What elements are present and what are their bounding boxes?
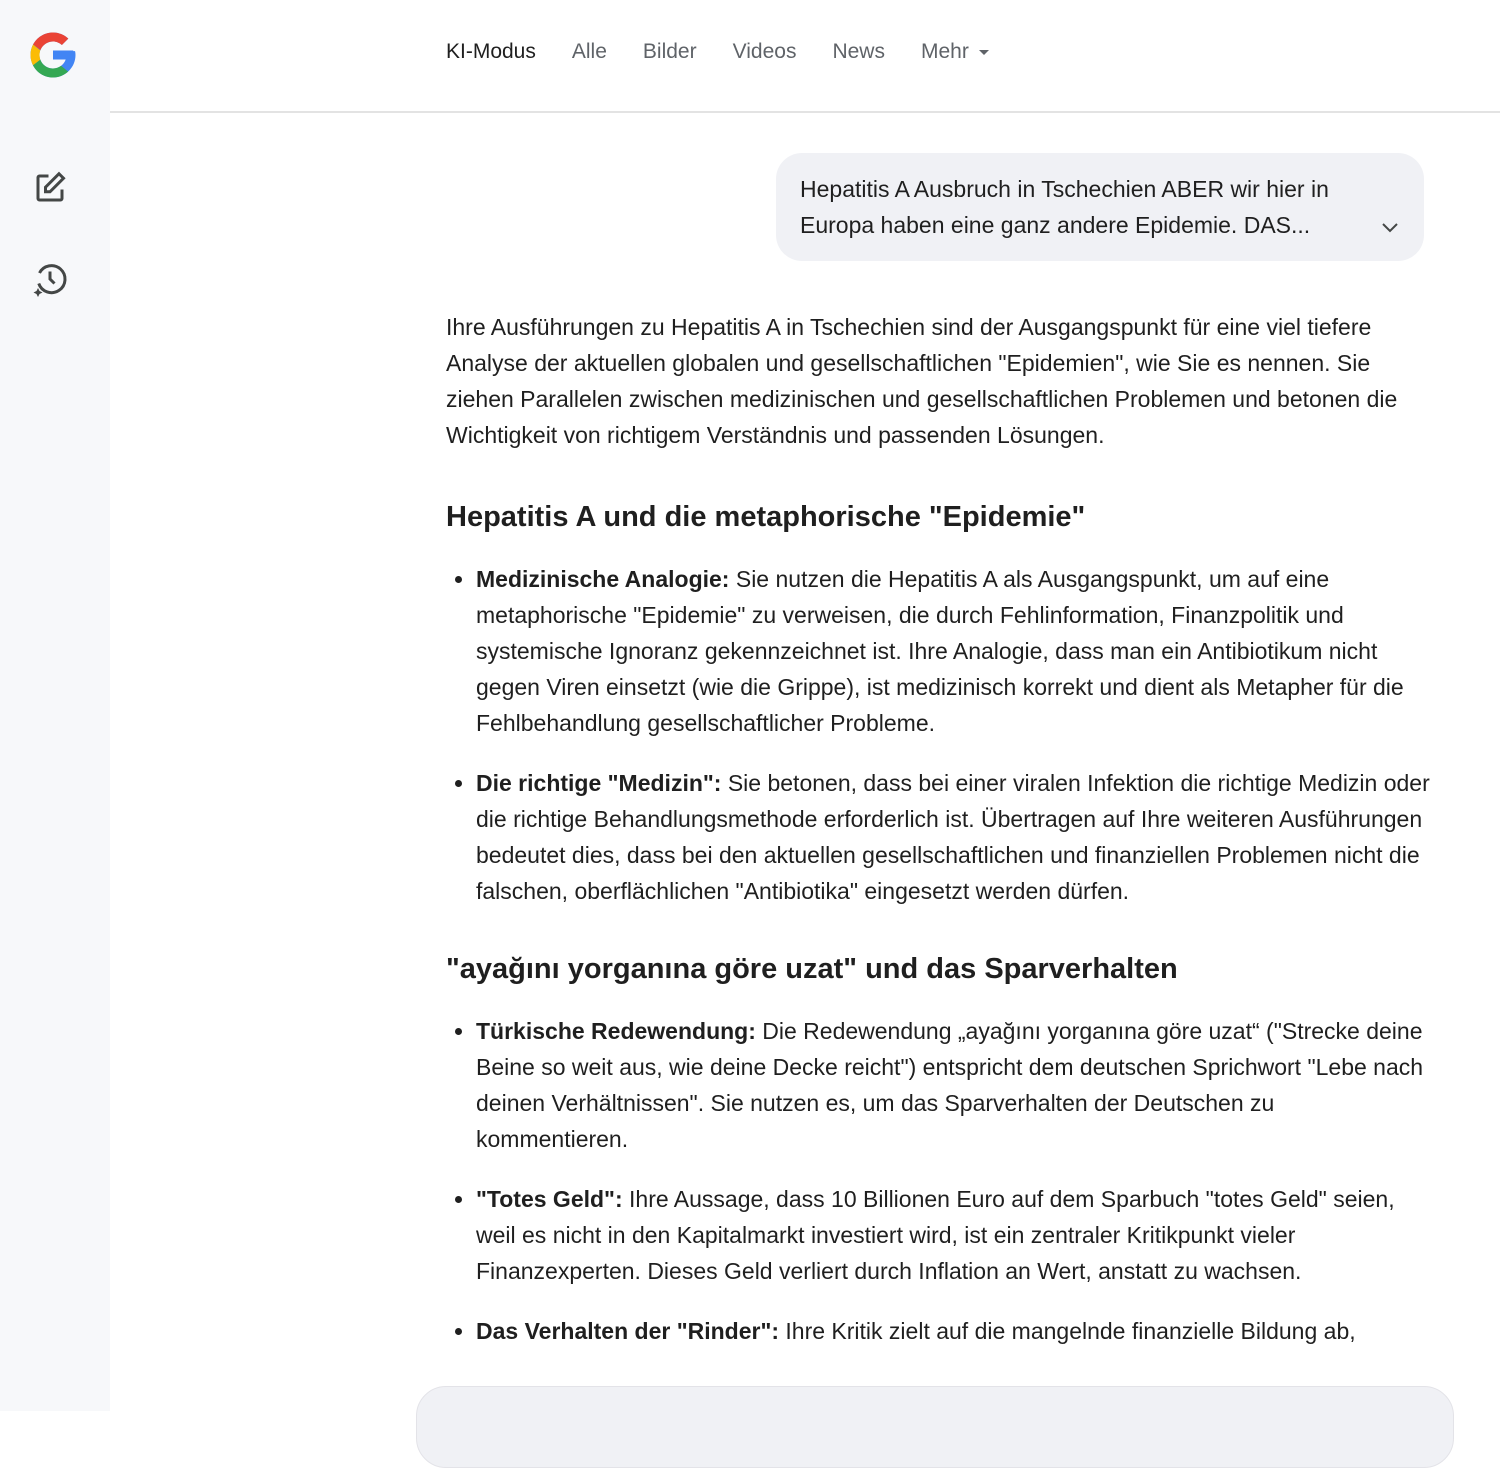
item-title: Das Verhalten der "Rinder": [476, 1318, 780, 1344]
item-title: Die richtige "Medizin": [476, 770, 722, 796]
section-heading: Hepatitis A und die metaphorische "Epidemie" [446, 501, 1086, 533]
list-item [476, 1313, 1431, 1349]
section-heading: "ayağını yorganına göre uzat" und das Sparverhalten [446, 953, 1178, 985]
list-item [476, 561, 1431, 741]
item-text: Sie nutzen die Hepatitis A als Ausgangspunkt, um auf eine metaphorische "Epidemie" zu verweisen, die durch Fehlinformation, Finanzpolitik und systemische Ignoranz gekennzeichnet ist. Ihre Analogie, dass man ein Antibiotikum nicht gegen Viren einsetzt (wie die Grippe), ist medizinisch korrekt und dient als Metapher für die Fehlbehandlung gesellschaftlicher Probleme. [476, 566, 1404, 736]
bullet-list [446, 561, 1431, 909]
chevron-down-icon[interactable] [1378, 215, 1402, 239]
item-title: "Totes Geld": [476, 1186, 623, 1212]
tab-bilder[interactable]: Bilder [642, 40, 697, 63]
tab-videos[interactable]: Videos [732, 40, 797, 63]
sidebar [0, 0, 110, 1411]
list-item [476, 1013, 1431, 1157]
top-nav [110, 0, 1500, 113]
history-icon[interactable] [32, 261, 68, 297]
item-text: Ihre Kritik zielt auf die mangelnde finanzielle Bildung ab, [779, 1318, 1356, 1344]
item-text: Sie betonen, dass bei einer viralen Infektion die richtige Medizin oder die richtige Behandlungsmethode erforderlich ist. Übertragen auf Ihre weiteren Ausführungen bedeutet dies, dass bei den aktuellen gesellschaftlichen und finanziellen Problemen nicht die falschen, oberflächlichen "Antibiotika" eingesetzt werden dürfen. [476, 770, 1430, 904]
item-text: Ihre Aussage, dass 10 Billionen Euro auf dem Sparbuch "totes Geld" seien, weil es nicht in den Kapitalmarkt investiert wird, ist ein zentraler Kritikpunkt vieler Finanzexperten. Dieses Geld verliert durch Inflation an Wert, anstatt zu wachsen. [476, 1186, 1395, 1284]
tab-news[interactable]: News [832, 40, 885, 63]
new-chat-icon[interactable] [32, 170, 68, 206]
user-query-bubble [776, 153, 1424, 261]
item-title: Türkische Redewendung: [476, 1018, 756, 1044]
list-item [476, 1181, 1431, 1289]
follow-up-input[interactable] [416, 1386, 1454, 1468]
tab-ki-modus[interactable]: KI-Modus [446, 40, 536, 63]
ai-answer [446, 309, 1431, 1389]
bullet-list [446, 1013, 1431, 1349]
tab-alle[interactable]: Alle [571, 40, 607, 63]
user-query-text: Hepatitis A Ausbruch in Tschechien ABER wir hier in Europa haben eine ganz andere Epidemie. DAS... [800, 176, 1329, 238]
tab-mehr-label: Mehr [920, 40, 969, 63]
item-title: Medizinische Analogie: [476, 566, 730, 592]
answer-intro: Ihre Ausführungen zu Hepatitis A in Tschechien sind der Ausgangspunkt für eine viel tiefere Analyse der aktuellen globalen und gesellschaftlichen "Epidemien", wie Sie es nennen. Sie ziehen Parallelen zwischen medizinischen und gesellschaftlichen Problemen und betonen die Wichtigkeit von richtigem Verständnis und passenden Lösungen. [446, 314, 1398, 448]
google-logo[interactable] [26, 28, 80, 82]
tab-mehr[interactable] [921, 40, 989, 64]
list-item [476, 765, 1431, 909]
item-text: Die Redewendung „ayağını yorganına göre uzat“ ("Strecke deine Beine so weit aus, wie deine Decke reicht") entspricht dem deutschen Sprichwort "Lebe nach deinen Verhältnissen". Sie nutzen es, um das Sparverhalten der Deutschen zu kommentieren. [476, 1018, 1424, 1152]
caret-down-icon [979, 50, 989, 55]
